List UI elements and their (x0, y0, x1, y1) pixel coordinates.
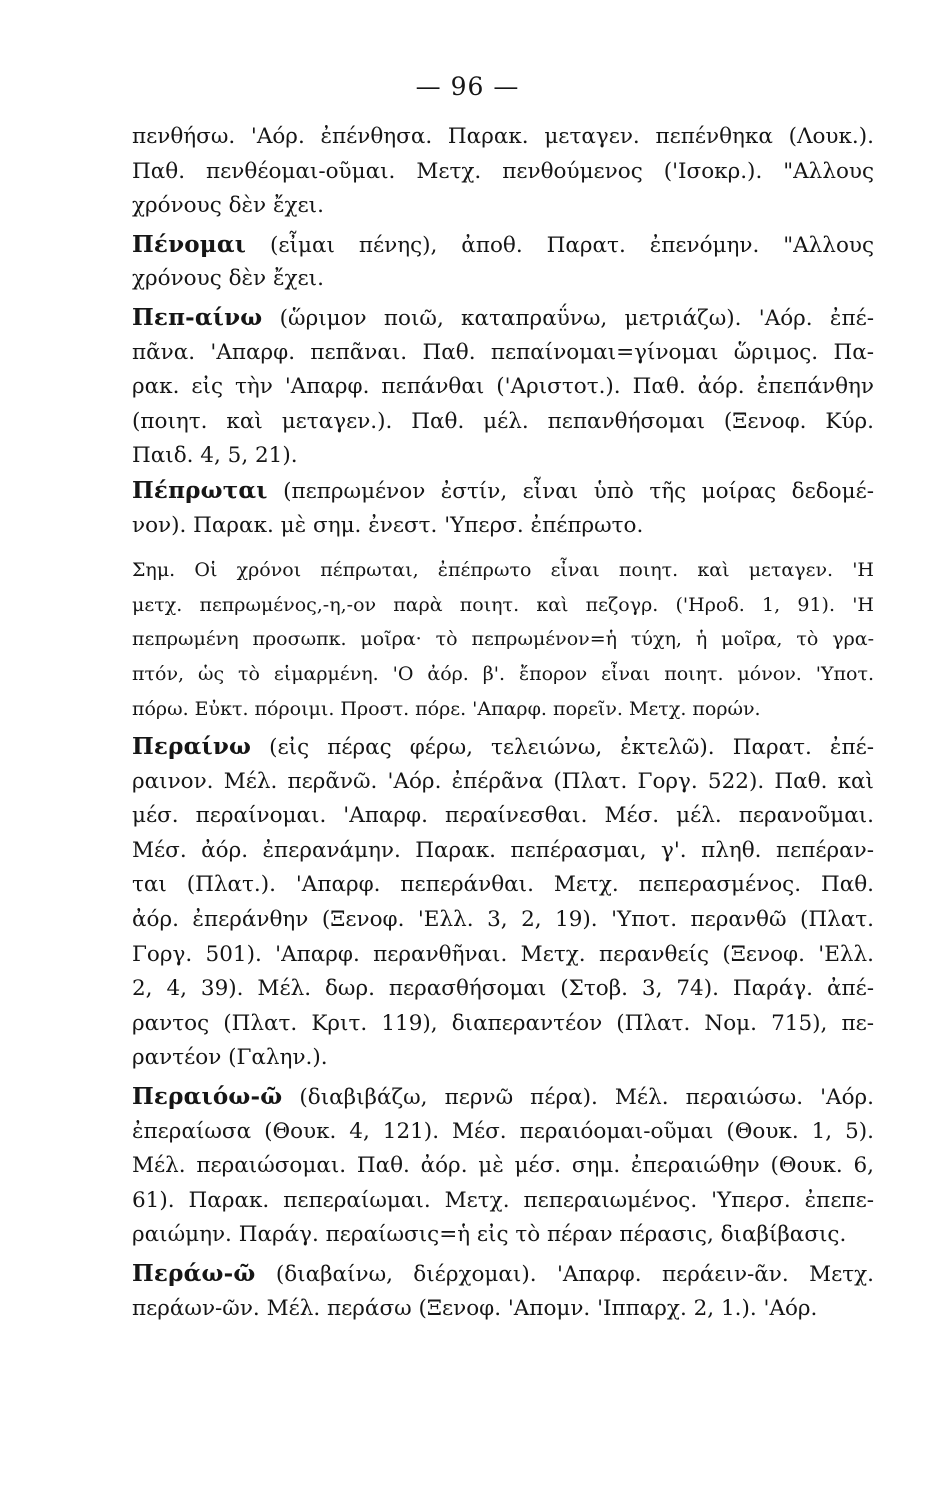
line-text: Γοργ. 501). 'Απαρφ. περανθῆναι. Μετχ. περανθείς (Ξενοφ. 'Ελλ. (132, 941, 874, 967)
line-text: πτόν, ὡς τὸ εἱμαρμένη. 'Ο ἀόρ. β'. ἔπορον εἶναι ποιητ. μόνον. 'Υποτ. (132, 662, 874, 685)
text-line (132, 692, 874, 727)
text-line (132, 1115, 874, 1150)
text-line (132, 370, 874, 405)
line-text: Μέλ. περαιώσομαι. Παθ. ἀόρ. μὲ μέσ. σημ. ἐπεραιώθην (Θουκ. 6, (132, 1153, 874, 1179)
text-line (132, 765, 874, 800)
line-text: Παιδ. 4, 5, 21). (132, 443, 298, 469)
text-line (132, 730, 874, 765)
headword: Πέπρωται (132, 476, 268, 504)
text-line (132, 834, 874, 869)
line-text: (ὥριμον ποιῶ, καταπραΰνω, μετριάζω). 'Αόρ. ἐπέ- (262, 305, 874, 331)
text-line (132, 1257, 874, 1292)
text-line (132, 405, 874, 440)
line-text: μετχ. πεπρωμένος,-η,-ον παρὰ ποιητ. καὶ πεζογρ. ('Ηροδ. 1, 91). 'Η (132, 593, 874, 616)
headword: Περάω-ῶ (132, 1260, 256, 1287)
text-line (132, 1041, 874, 1076)
line-text: ραντέον (Γαλην.). (132, 1045, 328, 1071)
text-line (132, 1149, 874, 1184)
dictionary-entry (132, 1257, 874, 1326)
line-text: (πεπρωμένον ἐστίν, εἶναι ὑπὸ τῆς μοίρας δεδομέ- (267, 478, 874, 504)
text-line (132, 1218, 874, 1253)
text-line (132, 903, 874, 938)
text-line (132, 657, 874, 692)
line-text: ἐπεραίωσα (Θουκ. 4, 121). Μέσ. περαιόομαι-οῦμαι (Θουκ. 1, 5). (132, 1118, 874, 1144)
line-text: πεπρωμένη προσωπκ. μοῖρα· τὸ πεπρωμένον=ἡ τύχη, ἡ μοῖρα, τὸ γρα- (132, 628, 874, 651)
dictionary-entry (132, 228, 874, 297)
text-line (132, 301, 874, 336)
line-text: 61). Παρακ. πεπεραίωμαι. Μετχ. πεπεραιωμένος. 'Υπερσ. ἐπεπε- (132, 1187, 874, 1213)
line-text: (εἰς πέρας φέρω, τελειώνω, ἐκτελῶ). Παρατ. ἐπέ- (251, 735, 874, 761)
line-text: ται (Πλατ.). 'Απαρφ. πεπεράνθαι. Μετχ. πεπερασμένος. Παθ. (132, 872, 874, 898)
text-line (132, 120, 874, 155)
text-line (132, 622, 874, 657)
page-number: — 96 — (415, 72, 520, 101)
line-text: ραινον. Μέλ. περᾶνῶ. 'Αόρ. ἐπέρᾶνα (Πλατ. Γοργ. 522). Παθ. καὶ (132, 768, 874, 794)
text-line (132, 509, 874, 544)
line-text: (ποιητ. καὶ μεταγεν.). Παθ. μέλ. πεπανθήσομαι (Ξενοφ. Κύρ. (132, 408, 874, 434)
text-line (132, 1080, 874, 1115)
line-text: χρόνους δὲν ἔχει. (132, 266, 324, 292)
text-line (132, 336, 874, 371)
dictionary-entry (132, 1080, 874, 1253)
text-line (132, 588, 874, 623)
line-text: Μέσ. ἀόρ. ἐπερανάμην. Παρακ. πεπέρασμαι, γ'. πληθ. πεπέραν- (132, 837, 874, 863)
line-text: 2, 4, 39). Μέλ. δωρ. περασθήσομαι (Στοβ. 3, 74). Παράγ. ἀπέ- (132, 976, 874, 1002)
line-text: ραιώμην. Παράγ. περαίωσις=ἡ εἰς τὸ πέραν πέρασις, διαβίβασις. (132, 1222, 847, 1248)
dictionary-entry (132, 301, 874, 474)
text-line (132, 938, 874, 973)
dictionary-entry (132, 474, 874, 543)
text-line (132, 474, 874, 509)
text-line (132, 262, 874, 297)
line-text: Σημ. Οἱ χρόνοι πέπρωται, ἐπέπρωτο εἶναι ποιητ. καὶ μεταγεν. 'Η (132, 559, 874, 582)
text-line (132, 439, 874, 474)
line-text: νον). Παρακ. μὲ σημ. ἐνεστ. 'Υπερσ. ἐπέπρωτο. (132, 512, 644, 538)
text-line (132, 972, 874, 1007)
text-line (132, 228, 874, 263)
line-text: πενθήσω. 'Αόρ. ἐπένθησα. Παρακ. μεταγεν. πεπένθηκα (Λουκ.). (132, 124, 874, 149)
line-text: περάων-ῶν. Μέλ. περάσω (Ξενοφ. 'Απομν. 'Ιππαρχ. 2, 1.). 'Αόρ. (132, 1295, 818, 1321)
text-line (132, 155, 874, 190)
line-text: μέσ. περαίνομαι. 'Απαρφ. περαίνεσθαι. Μέσ. μέλ. περανοῦμαι. (132, 803, 874, 829)
text-line (132, 553, 874, 588)
line-text: (διαβαίνω, διέρχομαι). 'Απαρφ. περάειν-ᾶν. Μετχ. (255, 1262, 874, 1287)
text-line (132, 868, 874, 903)
line-text: ἀόρ. ἐπεράνθην (Ξενοφ. 'Ελλ. 3, 2, 19). 'Υποτ. περανθῶ (Πλατ. (132, 907, 874, 933)
line-text: Παθ. πενθέομαι-οῦμαι. Μετχ. πενθούμενος ('Ισοκρ.). "Αλλους (132, 158, 874, 184)
line-text: χρόνους δὲν ἔχει. (132, 193, 324, 219)
text-line (132, 189, 874, 224)
headword: Πένομαι (132, 230, 247, 258)
line-text: (διαβιβάζω, περνῶ πέρα). Μέλ. περαιώσω. 'Αόρ. (282, 1085, 874, 1111)
block-spacer (132, 543, 874, 553)
line-text: πᾶνα. 'Απαρφ. πεπᾶναι. Παθ. πεπαίνομαι=γίνομαι ὥριμος. Πα- (132, 339, 874, 365)
headword: Περαίνω (132, 733, 252, 761)
headword: Πεπ-αίνω (132, 303, 263, 331)
dictionary-text (132, 120, 874, 1326)
line-text: ρακ. εἰς τὴν 'Απαρφ. πεπάνθαι ('Αριστοτ.). Παθ. ἀόρ. ἐπεπάνθην (132, 374, 874, 400)
line-text: (εἶμαι πένης), ἀποθ. Παρατ. ἐπενόμην. "Αλλους (246, 232, 874, 258)
line-text: ραντος (Πλατ. Κριτ. 119), διαπεραντέον (Πλατ. Νομ. 715), πε- (132, 1010, 874, 1036)
text-line (132, 1007, 874, 1042)
dictionary-entry (132, 730, 874, 1076)
headword: Περαιόω-ῶ (132, 1083, 283, 1111)
usage-note (132, 553, 874, 726)
line-text: πόρω. Εὐκτ. πόροιμι. Προστ. πόρε. 'Απαρφ. πορεῖν. Μετχ. πορών. (132, 697, 761, 720)
text-line (132, 799, 874, 834)
text-line (132, 1184, 874, 1219)
text-line (132, 1292, 874, 1327)
dictionary-entry (132, 120, 874, 224)
